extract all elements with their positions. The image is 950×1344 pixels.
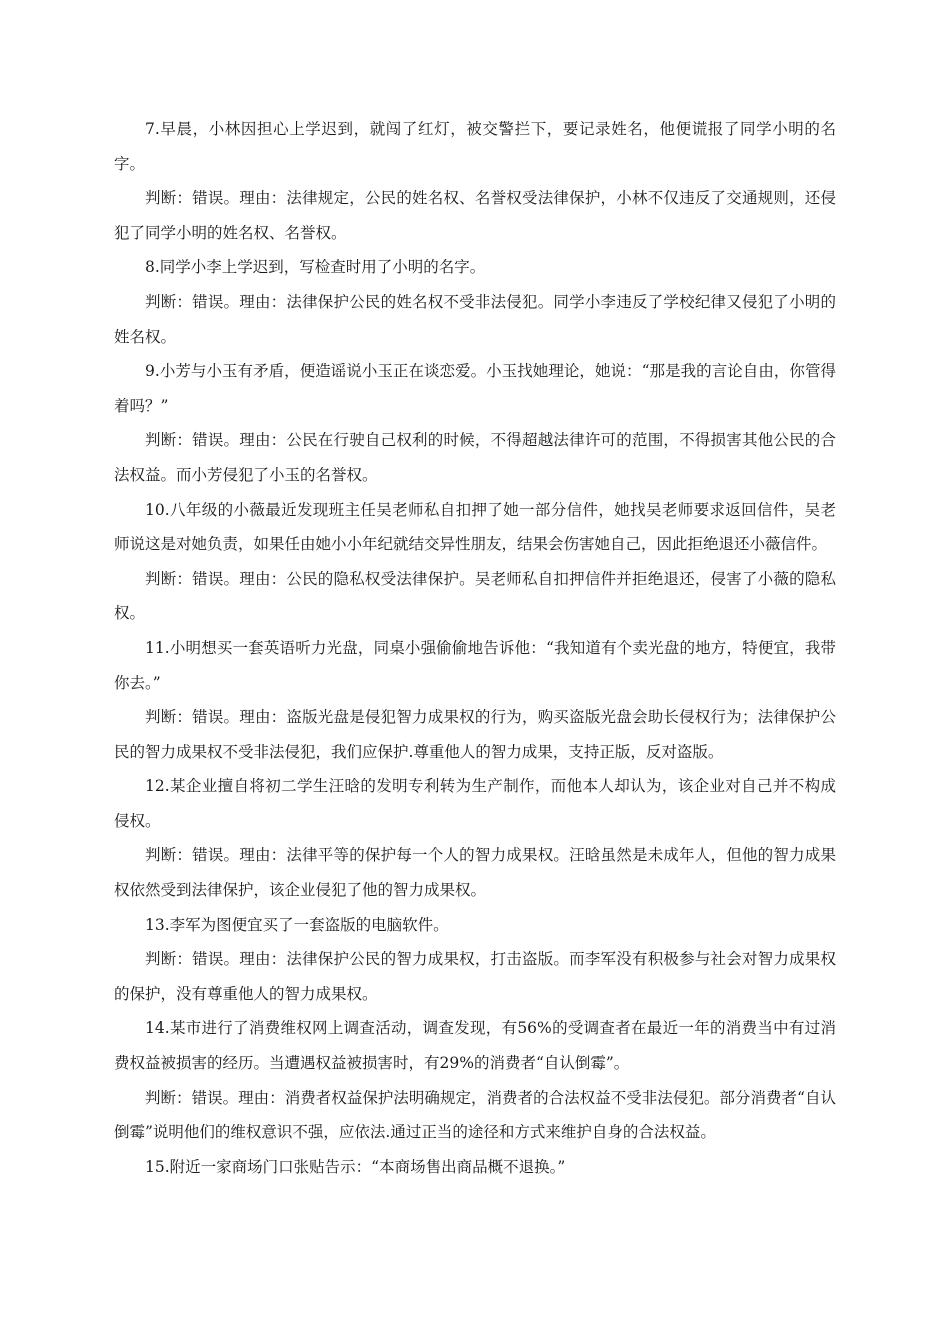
question-9: 9.小芳与小玉有矛盾，便造谣说小玉正在谈恋爱。小玉找她理论，她说：“那是我的言论自由，你管得着吗？” <box>114 362 836 415</box>
document-body <box>114 112 836 1184</box>
answer-8: 判断：错误。理由：法律保护公民的姓名权不受非法侵犯。同学小李违反了学校纪律又侵犯了小明的姓名权。 <box>114 292 836 346</box>
question-14: 14.某市进行了消费维权网上调查活动，调查发现，有56%的受调查者在最近一年的消费当中有过消费权益被损害的经历。当遭遇权益被损害时，有29%的消费者“自认倒霉”。 <box>114 1019 836 1073</box>
question-11: 11.小明想买一套英语听力光盘，同桌小强偷偷地告诉他：“我知道有个卖光盘的地方，特便宜，我带你去。” <box>114 638 836 692</box>
answer-7: 判断：错误。理由：法律规定，公民的姓名权、名誉权受法律保护，小林不仅违反了交通规则，还侵犯了同学小明的姓名权、名誉权。 <box>114 189 836 242</box>
answer-11: 判断：错误。理由：盗版光盘是侵犯智力成果权的行为，购买盗版光盘会助长侵权行为；法律保护公民的智力成果权不受非法侵犯，我们应保护.尊重他人的智力成果，支持正版，反对盗版。 <box>114 708 836 761</box>
answer-12: 判断：错误。理由：法律平等的保护每一个人的智力成果权。汪晗虽然是未成年人，但他的智力成果权依然受到法律保护，该企业侵犯了他的智力成果权。 <box>114 846 836 900</box>
answer-9: 判断：错误。理由：公民在行驶自己权利的时候，不得超越法律许可的范围，不得损害其他公民的合法权益。而小芳侵犯了小玉的名誉权。 <box>114 431 836 484</box>
question-13: 13.李军为图便宜买了一套盗版的电脑软件。 <box>145 915 449 934</box>
question-15: 15.附近一家商场门口张贴告示：“本商场售出商品概不退换。” <box>145 1157 566 1176</box>
question-7: 7.早晨，小林因担心上学迟到，就闯了红灯，被交警拦下，要记录姓名，他便谎报了同学小明的名字。 <box>114 120 836 173</box>
answer-10: 判断：错误。理由：公民的隐私权受法律保护。吴老师私自扣押信件并拒绝退还，侵害了小薇的隐私权。 <box>114 569 836 623</box>
answer-14: 判断：错误。理由：消费者权益保护法明确规定，消费者的合法权益不受非法侵犯。部分消费者“自认倒霉”说明他们的维权意识不强，应依法.通过正当的途径和方式来维护自身的合法权益。 <box>114 1088 836 1142</box>
question-10: 10.八年级的小薇最近发现班主任吴老师私自扣押了她一部分信件，她找吴老师要求返回信件，吴老师说这是对她负责，如果任由她小小年纪就结交异性朋友，结果会伤害她自己，因此拒绝退还小薇信件。 <box>114 500 836 554</box>
question-12: 12.某企业擅自将初二学生汪晗的发明专利转为生产制作，而他本人却认为，该企业对自己并不构成侵权。 <box>114 777 836 830</box>
question-8: 8.同学小李上学迟到，写检查时用了小明的名字。 <box>145 258 486 277</box>
answer-13: 判断：错误。理由：法律保护公民的智力成果权，打击盗版。而李军没有积极参与社会对智力成果权的保护，没有尊重他人的智力成果权。 <box>114 950 836 1003</box>
